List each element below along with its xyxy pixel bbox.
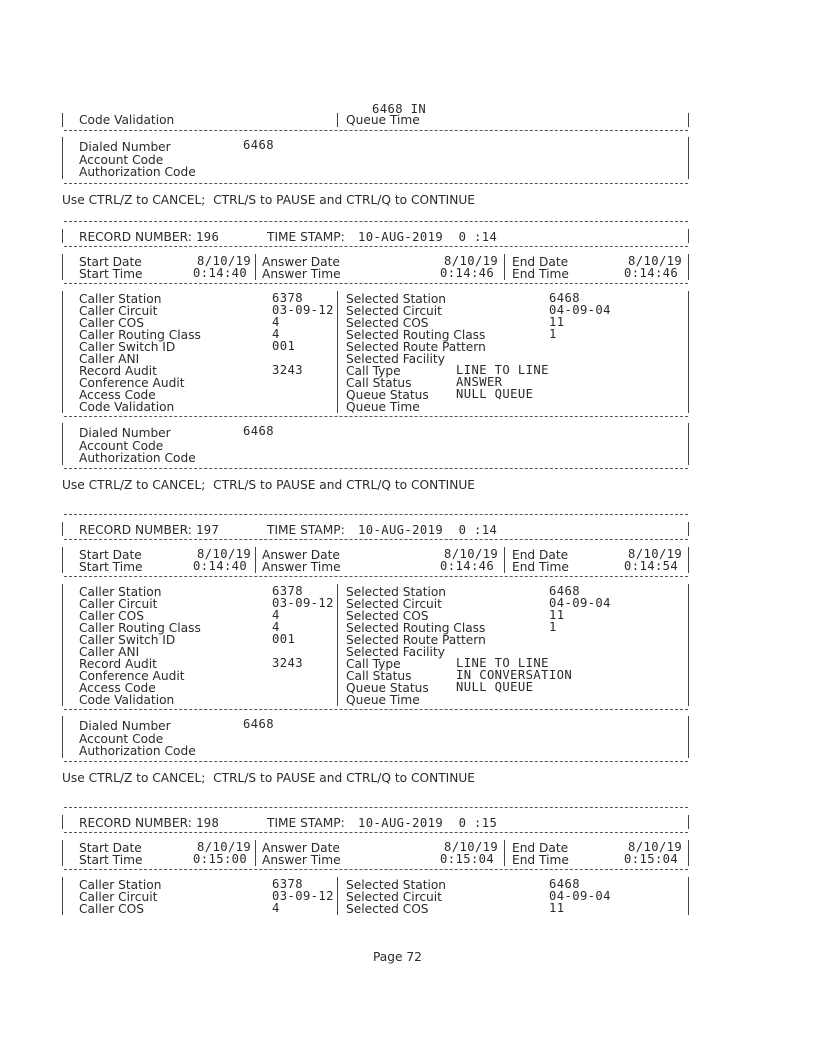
vertical-rule: [688, 547, 689, 573]
selected-field-label: Call Type: [346, 657, 401, 671]
vertical-rule: [688, 291, 689, 413]
end-time-value: 0:15:04: [624, 852, 679, 866]
answer-time-value: 0:15:04: [440, 852, 495, 866]
end-date-label: End Date: [512, 255, 569, 269]
selected-field-label: Selected Route Pattern: [346, 633, 486, 647]
vertical-rule: [62, 291, 63, 413]
vertical-rule: [688, 229, 689, 243]
answer-time-value: 0:14:46: [440, 266, 495, 280]
record-number-value: 197: [196, 523, 220, 537]
border-left: [62, 137, 63, 179]
queue-time-label: Queue Time: [346, 113, 420, 127]
caller-field-label: Access Code: [79, 388, 156, 402]
code-validation-label: Code Validation: [79, 113, 175, 127]
caller-field-value: 001: [272, 339, 296, 353]
selected-field-value: NULL QUEUE: [456, 387, 534, 401]
time-stamp-value: 10-AUG-2019 0 :14: [358, 523, 498, 537]
start-date-value: 8/10/19: [197, 254, 252, 268]
selected-field-value: 04-09-04: [549, 889, 611, 903]
selected-field-label: Selected Circuit: [346, 304, 442, 318]
vertical-rule: [504, 840, 505, 866]
caller-field-value: 6378: [272, 291, 303, 305]
caller-field-label: Record Audit: [79, 657, 157, 671]
account-code-label: Account Code: [79, 439, 164, 453]
dashed-separator: [64, 468, 688, 469]
selected-field-label: Selected Routing Class: [346, 621, 486, 635]
dashed-separator: [64, 246, 688, 247]
dashed-separator: [64, 709, 688, 710]
vertical-rule: [62, 547, 63, 573]
dialed-number-label: Dialed Number: [79, 426, 171, 440]
caller-field-label: Caller Station: [79, 585, 162, 599]
start-time-label: Start Time: [79, 560, 143, 574]
vertical-rule: [688, 716, 689, 758]
vertical-rule: [62, 229, 63, 243]
selected-field-label: Call Status: [346, 376, 412, 390]
record-number-value: 196: [196, 230, 220, 244]
dashed-separator: [64, 539, 688, 540]
caller-field-label: Caller Routing Class: [79, 328, 201, 342]
selected-field-value: NULL QUEUE: [456, 680, 534, 694]
instruction-line: Use CTRL/Z to CANCEL; CTRL/S to PAUSE and CTRL/Q to CONTINUE: [62, 771, 475, 785]
answer-date-value: 8/10/19: [444, 840, 499, 854]
dialed-number-label: Dialed Number: [79, 719, 171, 733]
end-date-value: 8/10/19: [628, 547, 683, 561]
caller-field-label: Caller Circuit: [79, 597, 158, 611]
account-code-label: Account Code: [79, 732, 164, 746]
caller-field-label: Caller ANI: [79, 352, 140, 366]
dashed-separator: [64, 221, 688, 222]
vertical-rule: [62, 877, 63, 915]
answer-time-label: Answer Time: [262, 853, 341, 867]
record-number-value: 198: [196, 816, 220, 830]
border-right: [688, 137, 689, 179]
selected-field-label: Selected Facility: [346, 645, 445, 659]
vertical-rule: [62, 423, 63, 465]
column-divider: [337, 113, 338, 127]
time-stamp-value: 10-AUG-2019 0 :15: [358, 816, 498, 830]
dashed-separator: [64, 832, 688, 833]
selected-field-value: 6468: [549, 877, 580, 891]
selected-field-value: 1: [549, 620, 557, 634]
selected-field-label: Call Type: [346, 364, 401, 378]
selected-field-label: Selected COS: [346, 902, 429, 916]
vertical-rule: [62, 840, 63, 866]
end-date-label: End Date: [512, 841, 569, 855]
selected-field-label: Selected Station: [346, 585, 447, 599]
record-number-label: RECORD NUMBER:: [79, 230, 192, 244]
caller-field-label: Caller Routing Class: [79, 621, 201, 635]
caller-field-value: 6378: [272, 877, 303, 891]
start-time-value: 0:14:40: [193, 559, 248, 573]
vertical-rule: [337, 877, 338, 915]
caller-field-value: 3243: [272, 656, 303, 670]
selected-field-value: IN CONVERSATION: [456, 668, 573, 682]
end-date-value: 8/10/19: [628, 840, 683, 854]
start-time-value: 0:14:40: [193, 266, 248, 280]
caller-field-label: Conference Audit: [79, 376, 185, 390]
end-date-label: End Date: [512, 548, 569, 562]
start-date-value: 8/10/19: [197, 547, 252, 561]
dialed-number-value: 6468: [243, 424, 274, 438]
end-time-value: 0:14:46: [624, 266, 679, 280]
dashed-separator: [64, 416, 688, 417]
selected-field-label: Queue Time: [346, 400, 420, 414]
start-time-label: Start Time: [79, 853, 143, 867]
vertical-rule: [62, 522, 63, 536]
answer-date-label: Answer Date: [262, 841, 340, 855]
caller-field-label: Caller COS: [79, 902, 144, 916]
dashed-separator: [64, 869, 688, 870]
separator: [64, 130, 688, 131]
selected-field-label: Call Status: [346, 669, 412, 683]
selected-field-label: Selected Facility: [346, 352, 445, 366]
selected-field-label: Queue Time: [346, 693, 420, 707]
caller-field-label: Conference Audit: [79, 669, 185, 683]
vertical-rule: [62, 815, 63, 829]
caller-field-value: 03-09-12: [272, 596, 334, 610]
end-date-value: 8/10/19: [628, 254, 683, 268]
caller-field-value: 4: [272, 327, 280, 341]
selected-field-value: 1: [549, 327, 557, 341]
record-number-label: RECORD NUMBER:: [79, 816, 192, 830]
selected-field-value: LINE TO LINE: [456, 656, 549, 670]
caller-field-label: Caller COS: [79, 609, 144, 623]
dialed-number-label: Dialed Number: [79, 140, 171, 154]
vertical-rule: [62, 254, 63, 280]
account-code-label: Account Code: [79, 153, 164, 167]
vertical-rule: [337, 584, 338, 706]
vertical-rule: [255, 254, 256, 280]
caller-field-value: 6378: [272, 584, 303, 598]
answer-date-value: 8/10/19: [444, 547, 499, 561]
selected-field-label: Queue Status: [346, 388, 429, 402]
selected-field-value: ANSWER: [456, 375, 503, 389]
time-stamp-label: TIME STAMP:: [267, 816, 345, 830]
vertical-rule: [688, 840, 689, 866]
vertical-rule: [62, 716, 63, 758]
answer-time-label: Answer Time: [262, 267, 341, 281]
record-number-label: RECORD NUMBER:: [79, 523, 192, 537]
caller-field-label: Caller Station: [79, 292, 162, 306]
dialed-number-value: 6468: [243, 138, 274, 152]
selected-field-value: 6468: [549, 291, 580, 305]
vertical-rule: [504, 254, 505, 280]
selected-field-label: Selected COS: [346, 316, 429, 330]
vertical-rule: [255, 547, 256, 573]
start-date-label: Start Date: [79, 841, 142, 855]
dialed-number-value: 6468: [243, 717, 274, 731]
selected-field-label: Queue Status: [346, 681, 429, 695]
end-time-label: End Time: [512, 853, 569, 867]
end-time-label: End Time: [512, 267, 569, 281]
dashed-separator: [64, 761, 688, 762]
start-time-value: 0:15:00: [193, 852, 248, 866]
authorization-code-label: Authorization Code: [79, 744, 196, 758]
answer-time-value: 0:14:46: [440, 559, 495, 573]
vertical-rule: [688, 423, 689, 465]
caller-field-value: 03-09-12: [272, 303, 334, 317]
selected-field-label: Selected Circuit: [346, 597, 442, 611]
authorization-code-label: Authorization Code: [79, 451, 196, 465]
caller-field-label: Access Code: [79, 681, 156, 695]
selected-field-label: Selected COS: [346, 609, 429, 623]
caller-field-value: 4: [272, 608, 280, 622]
caller-field-value: 4: [272, 901, 280, 915]
instruction-line: Use CTRL/Z to CANCEL; CTRL/S to PAUSE and CTRL/Q to CONTINUE: [62, 193, 475, 207]
caller-field-value: 03-09-12: [272, 889, 334, 903]
selected-field-value: 11: [549, 315, 565, 329]
dashed-separator: [64, 807, 688, 808]
start-date-value: 8/10/19: [197, 840, 252, 854]
caller-field-label: Code Validation: [79, 400, 175, 414]
caller-field-label: Caller Switch ID: [79, 633, 176, 647]
border-left: [62, 113, 63, 127]
caller-field-value: 4: [272, 620, 280, 634]
vertical-rule: [688, 522, 689, 536]
dashed-separator: [64, 576, 688, 577]
selected-field-label: Selected Routing Class: [346, 328, 486, 342]
answer-date-value: 8/10/19: [444, 254, 499, 268]
page-footer: Page 72: [373, 950, 422, 964]
selected-field-value: LINE TO LINE: [456, 363, 549, 377]
caller-field-label: Code Validation: [79, 693, 175, 707]
vertical-rule: [688, 254, 689, 280]
selected-field-value: 11: [549, 608, 565, 622]
caller-field-value: 001: [272, 632, 296, 646]
caller-field-label: Caller COS: [79, 316, 144, 330]
answer-time-label: Answer Time: [262, 560, 341, 574]
time-stamp-label: TIME STAMP:: [267, 230, 345, 244]
dashed-separator: [64, 514, 688, 515]
end-time-label: End Time: [512, 560, 569, 574]
vertical-rule: [688, 877, 689, 915]
vertical-rule: [688, 815, 689, 829]
vertical-rule: [504, 547, 505, 573]
answer-date-label: Answer Date: [262, 255, 340, 269]
selected-field-value: 04-09-04: [549, 596, 611, 610]
caller-field-label: Caller ANI: [79, 645, 140, 659]
selected-field-label: Selected Circuit: [346, 890, 442, 904]
caller-field-label: Caller Circuit: [79, 304, 158, 318]
vertical-rule: [337, 291, 338, 413]
time-stamp-label: TIME STAMP:: [267, 523, 345, 537]
selected-field-label: Selected Station: [346, 878, 447, 892]
selected-field-value: 6468: [549, 584, 580, 598]
caller-field-label: Caller Station: [79, 878, 162, 892]
caller-field-label: Record Audit: [79, 364, 157, 378]
caller-field-label: Caller Circuit: [79, 890, 158, 904]
in-value: 6468 IN: [372, 102, 427, 116]
time-stamp-value: 10-AUG-2019 0 :14: [358, 230, 498, 244]
start-time-label: Start Time: [79, 267, 143, 281]
selected-field-label: Selected Station: [346, 292, 447, 306]
caller-field-value: 4: [272, 315, 280, 329]
start-date-label: Start Date: [79, 255, 142, 269]
vertical-rule: [62, 584, 63, 706]
vertical-rule: [688, 584, 689, 706]
vertical-rule: [255, 840, 256, 866]
separator: [64, 183, 688, 184]
border-right: [688, 113, 689, 127]
authorization-code-label: Authorization Code: [79, 165, 196, 179]
answer-date-label: Answer Date: [262, 548, 340, 562]
end-time-value: 0:14:54: [624, 559, 679, 573]
caller-field-value: 3243: [272, 363, 303, 377]
selected-field-value: 11: [549, 901, 565, 915]
dashed-separator: [64, 283, 688, 284]
caller-field-label: Caller Switch ID: [79, 340, 176, 354]
selected-field-label: Selected Route Pattern: [346, 340, 486, 354]
instruction-line: Use CTRL/Z to CANCEL; CTRL/S to PAUSE and CTRL/Q to CONTINUE: [62, 478, 475, 492]
start-date-label: Start Date: [79, 548, 142, 562]
selected-field-value: 04-09-04: [549, 303, 611, 317]
